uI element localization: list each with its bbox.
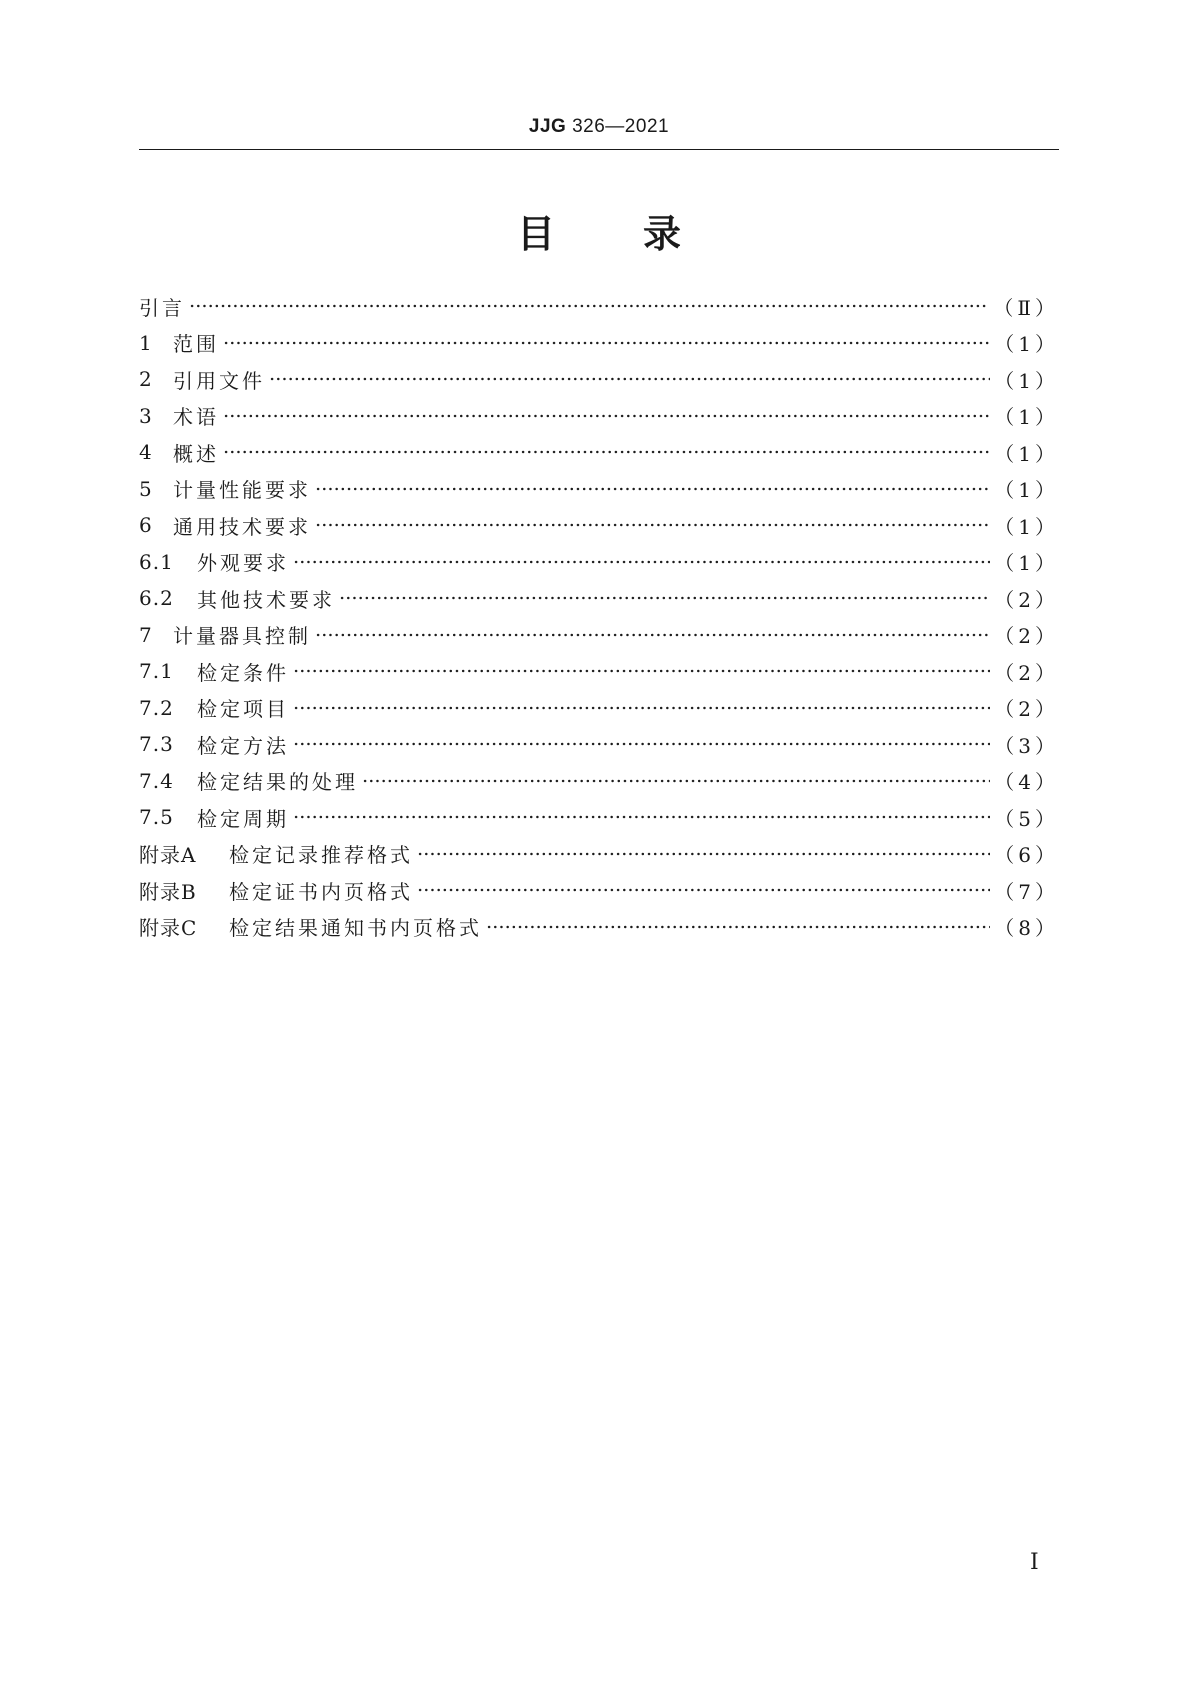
toc-entry-page: （1） — [994, 368, 1059, 393]
toc-leader-dots — [293, 704, 990, 712]
toc-entry-label: 检定方法 — [197, 733, 289, 758]
toc-entry-label: 检定结果的处理 — [197, 770, 358, 795]
toc-entry-page: （2） — [994, 587, 1059, 612]
toc-entry-page: （1） — [994, 441, 1059, 466]
toc-entry-number: 5 — [139, 476, 153, 501]
toc-entry[interactable] — [139, 617, 1059, 654]
toc-leader-dots — [223, 412, 990, 420]
toc-entry[interactable] — [139, 434, 1059, 471]
title-char-2: 录 — [643, 212, 682, 256]
toc-leader-dots — [223, 448, 990, 456]
toc-entry-page: （2） — [994, 697, 1059, 722]
toc-entry-page: （1） — [994, 332, 1059, 357]
toc-entry-label: 计量器具控制 — [173, 624, 311, 649]
standard-code: JJG — [528, 116, 567, 137]
toc-entry-page: （1） — [994, 478, 1059, 503]
toc-entry-number: 附录C — [139, 916, 198, 941]
toc-entry-page: （Ⅱ） — [993, 295, 1059, 320]
toc-entry-page: （1） — [994, 551, 1059, 576]
toc-entry-number: 附录B — [139, 879, 197, 904]
toc-entry-number: 4 — [139, 440, 153, 465]
toc-entry-page: （2） — [994, 660, 1059, 685]
toc-entry[interactable] — [139, 763, 1059, 800]
table-of-contents — [139, 288, 1059, 945]
toc-leader-dots — [362, 777, 990, 785]
running-header — [139, 116, 1059, 138]
toc-entry-number: 1 — [139, 330, 153, 355]
toc-leader-dots — [189, 302, 989, 310]
toc-entry-number: 7 — [139, 622, 153, 647]
toc-entry-page: （3） — [994, 733, 1059, 758]
toc-leader-dots — [339, 594, 990, 602]
toc-entry[interactable] — [139, 653, 1059, 690]
toc-entry-label: 检定项目 — [197, 697, 289, 722]
toc-entry[interactable] — [139, 288, 1059, 325]
toc-entry-page: （7） — [994, 879, 1059, 904]
toc-entry[interactable] — [139, 325, 1059, 362]
toc-leader-dots — [315, 485, 990, 493]
toc-entry[interactable] — [139, 544, 1059, 581]
toc-entry[interactable] — [139, 872, 1059, 909]
toc-entry[interactable] — [139, 580, 1059, 617]
toc-entry[interactable] — [139, 398, 1059, 435]
toc-entry[interactable] — [139, 799, 1059, 836]
toc-leader-dots — [293, 813, 990, 821]
toc-entry-label: 其他技术要求 — [197, 587, 335, 612]
toc-entry-number: 6 — [139, 513, 153, 538]
toc-entry-page: （6） — [994, 843, 1059, 868]
toc-entry-label: 外观要求 — [197, 551, 289, 576]
toc-leader-dots — [315, 631, 990, 639]
toc-entry-page: （1） — [994, 514, 1059, 539]
toc-entry-page: （4） — [994, 770, 1059, 795]
toc-leader-dots — [293, 667, 990, 675]
toc-entry-page: （2） — [994, 624, 1059, 649]
toc-entry-number: 附录A — [139, 843, 197, 868]
toc-leader-dots — [293, 558, 990, 566]
header-rule — [139, 149, 1059, 150]
toc-entry[interactable] — [139, 361, 1059, 398]
toc-entry-label: 概述 — [173, 441, 219, 466]
toc-entry[interactable] — [139, 726, 1059, 763]
toc-entry-label: 检定记录推荐格式 — [229, 843, 413, 868]
toc-entry-number: 7.3 — [139, 732, 174, 757]
toc-entry-label: 术语 — [173, 405, 219, 430]
toc-entry-label: 计量性能要求 — [173, 478, 311, 503]
toc-entry-number: 6.2 — [139, 586, 174, 611]
toc-entry-number: 6.1 — [139, 549, 174, 574]
toc-entry[interactable] — [139, 690, 1059, 727]
toc-entry-label: 检定条件 — [197, 660, 289, 685]
toc-entry-label: 引言 — [139, 295, 185, 320]
toc-leader-dots — [223, 339, 990, 347]
toc-entry-number: 7.4 — [139, 768, 174, 793]
toc-leader-dots — [293, 740, 990, 748]
toc-entry-label: 范围 — [173, 332, 219, 357]
toc-entry-number: 7.2 — [139, 695, 174, 720]
page-title — [139, 203, 1059, 258]
toc-leader-dots — [315, 521, 990, 529]
standard-number: 326—2021 — [572, 116, 670, 137]
toc-entry[interactable] — [139, 836, 1059, 873]
toc-entry-label: 检定证书内页格式 — [229, 879, 413, 904]
toc-entry-number: 3 — [139, 403, 153, 428]
title-char-1: 目 — [516, 212, 555, 256]
toc-entry-label: 检定周期 — [197, 806, 289, 831]
toc-entry[interactable] — [139, 909, 1059, 946]
toc-leader-dots — [417, 850, 990, 858]
toc-entry[interactable] — [139, 507, 1059, 544]
toc-entry-number: 7.1 — [139, 659, 174, 684]
toc-entry-page: （8） — [994, 916, 1059, 941]
toc-leader-dots — [269, 375, 990, 383]
toc-entry-page: （1） — [994, 405, 1059, 430]
toc-entry-label: 通用技术要求 — [173, 514, 311, 539]
toc-entry[interactable] — [139, 471, 1059, 508]
toc-entry-number: 7.5 — [139, 805, 174, 830]
toc-leader-dots — [417, 886, 990, 894]
page-number: I — [1030, 1550, 1039, 1575]
toc-entry-number: 2 — [139, 367, 153, 392]
toc-leader-dots — [486, 923, 990, 931]
toc-entry-label: 检定结果通知书内页格式 — [229, 916, 482, 941]
toc-entry-label: 引用文件 — [173, 368, 265, 393]
toc-entry-page: （5） — [994, 806, 1059, 831]
